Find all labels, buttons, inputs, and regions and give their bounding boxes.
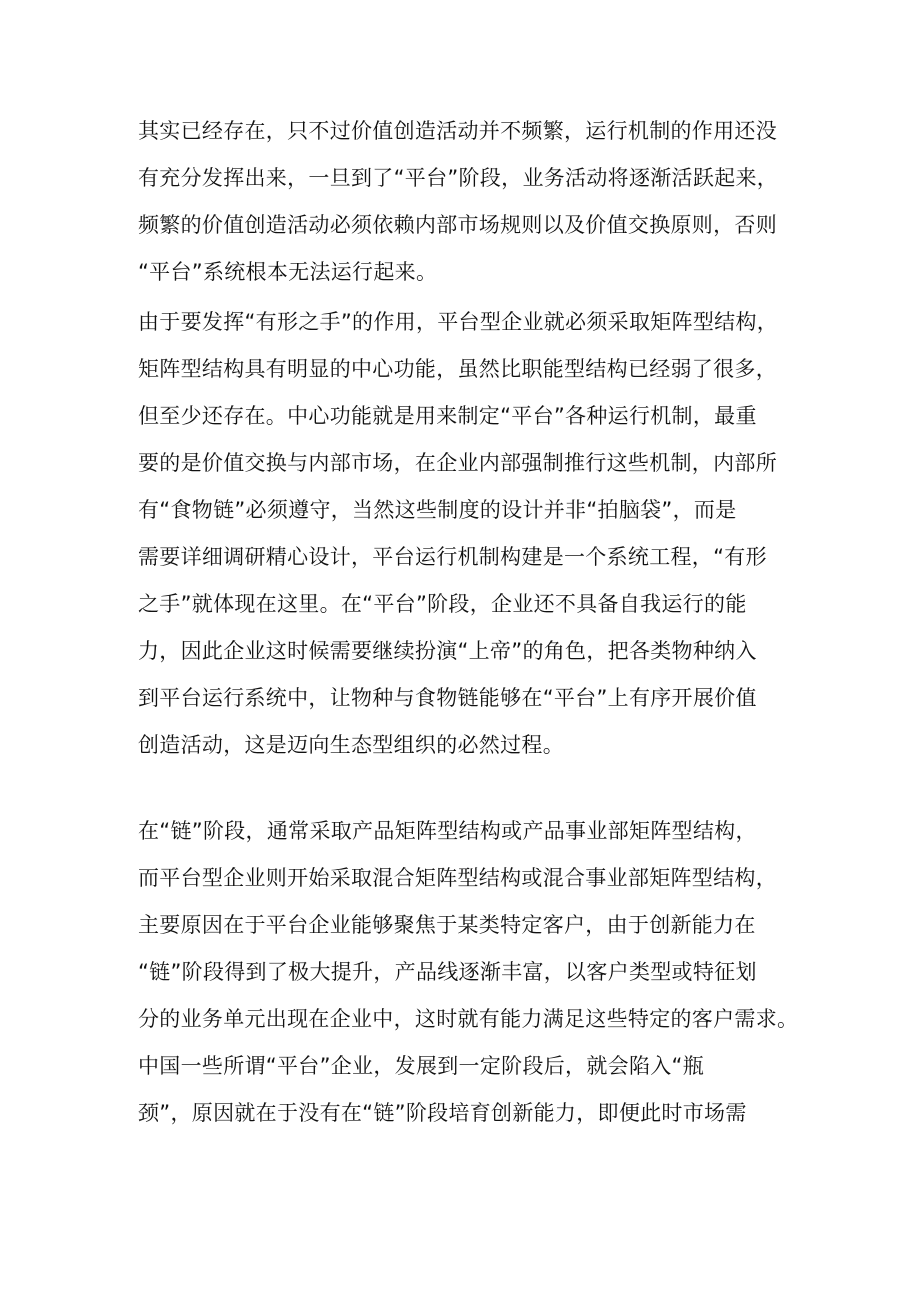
- text-line: “平台”系统根本无法运行起来。: [138, 260, 438, 284]
- paragraph-2: [138, 299, 798, 769]
- text-line: 频繁的价值创造活动必须依赖内部市场规则以及价值交换原则，否则: [138, 213, 777, 237]
- text-line: 在“链”阶段，通常采取产品矩阵型结构或产品事业部矩阵型结构，: [138, 819, 757, 843]
- text-line: 需要详细调研精心设计，平台运行机制构建是一个系统工程，“有形: [138, 545, 767, 569]
- text-line: 主要原因在于平台企业能够聚焦于某类特定客户，由于创新能力在: [138, 913, 756, 937]
- paragraph-1: [138, 108, 798, 296]
- text-line: 之手”就体现在这里。在“平台”阶段，企业还不具备自我运行的能: [138, 592, 747, 616]
- text-line: 有充分发挥出来，一旦到了“平台”阶段，业务活动将逐渐活跃起来，: [138, 166, 779, 190]
- text-line: 但至少还存在。中心功能就是用来制定“平台”各种运行机制，最重: [138, 404, 757, 428]
- text-line: 其实已经存在，只不过价值创造活动并不频繁，运行机制的作用还没: [138, 119, 777, 143]
- text-line: “链”阶段得到了极大提升，产品线逐渐丰富，以客户类型或特征划: [138, 960, 757, 984]
- text-line: 力，因此企业这时候需要继续扮演“上帝”的角色，把各类物种纳入: [138, 639, 757, 663]
- text-line: 创造活动，这是迈向生态型组织的必然过程。: [138, 733, 564, 757]
- text-line: 而平台型企业则开始采取混合矩阵型结构或混合事业部矩阵型结构，: [138, 866, 777, 890]
- text-line: 由于要发挥“有形之手”的作用，平台型企业就必须采取矩阵型结构，: [138, 310, 779, 334]
- text-line: 矩阵型结构具有明显的中心功能，虽然比职能型结构已经弱了很多，: [138, 357, 777, 381]
- text-line: 到平台运行系统中，让物种与食物链能够在“平台”上有序开展价值: [138, 686, 757, 710]
- paragraph-3: [138, 808, 798, 1137]
- text-line: 分的业务单元出现在企业中，这时就有能力满足这些特定的客户需求。: [138, 1007, 799, 1031]
- text-line: 有“食物链”必须遵守，当然这些制度的设计并非“拍脑袋”，而是: [138, 498, 737, 522]
- text-line: 要的是价值交换与内部市场，在企业内部强制推行这些机制，内部所: [138, 451, 777, 475]
- text-line: 中国一些所谓“平台”企业，发展到一定阶段后，就会陷入“瓶: [138, 1054, 705, 1078]
- text-line: 颈”，原因就在于没有在“链”阶段培育创新能力，即便此时市场需: [138, 1101, 747, 1125]
